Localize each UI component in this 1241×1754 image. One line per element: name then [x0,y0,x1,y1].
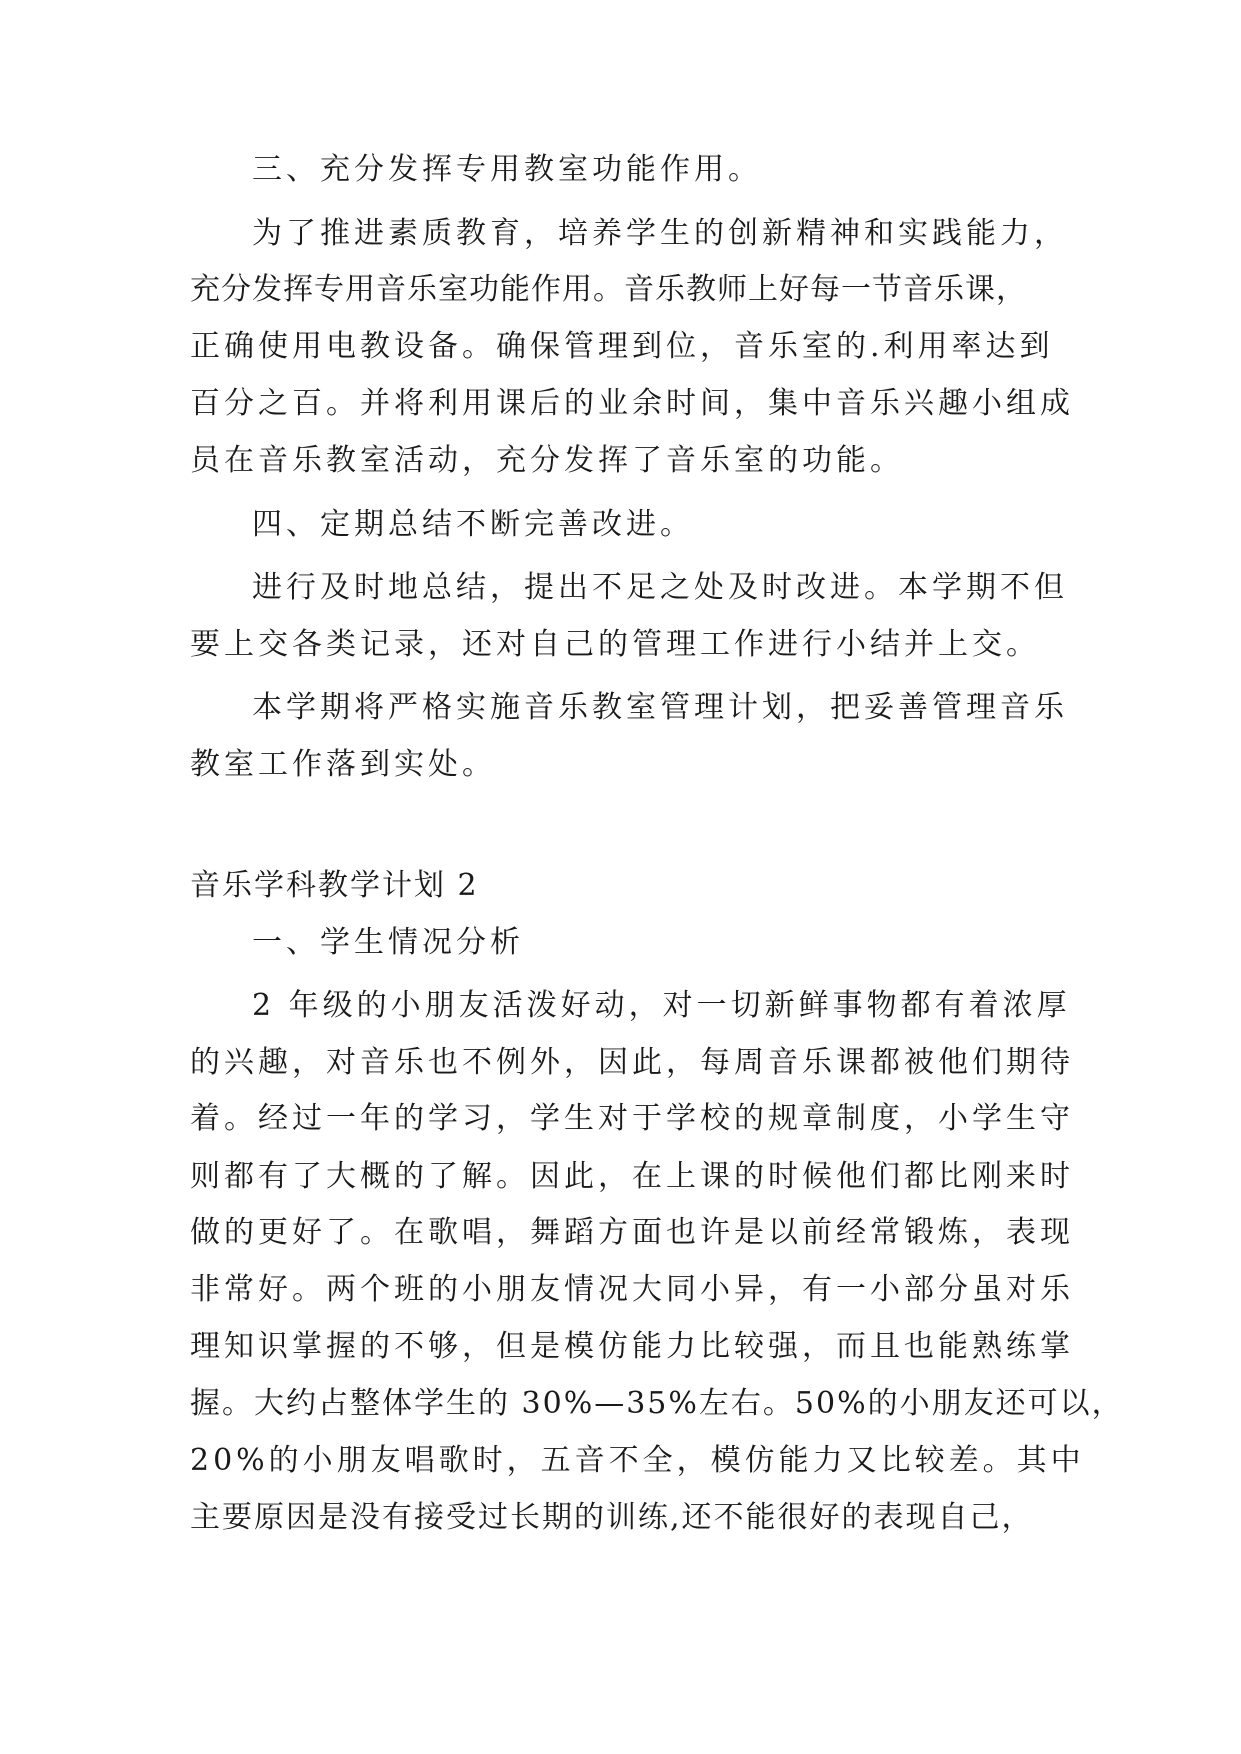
section4-heading: 四、定期总结不断完善改进。 [252,507,694,542]
section4-line-2: 要上交各类记录，还对自己的管理工作进行小结并上交。 [190,627,1040,662]
section4-line-1: 进行及时地总结，提出不足之处及时改进。本学期不但 [252,570,1068,605]
section3-line-1: 为了推进素质教育，培养学生的创新精神和实践能力， [252,216,1068,251]
section3-line-3: 正确使用电教设备。确保管理到位，音乐室的.利用率达到 [190,329,1054,364]
plan2-line-8: 握。大约占整体学生的 30%—35%左右。50%的小朋友还可以， [190,1386,1124,1421]
plan2-line-2: 的兴趣，对音乐也不例外，因此，每周音乐课都被他们期待 [190,1045,1074,1080]
plan2-line-4: 则都有了大概的了解。因此，在上课的时候他们都比刚来时 [190,1159,1074,1194]
section3-line-2: 充分发挥专用音乐室功能作用。音乐教师上好每一节音乐课， [190,272,1027,307]
section3-line-5: 员在音乐教室活动，充分发挥了音乐室的功能。 [190,443,904,478]
section3-line-4: 百分之百。并将利用课后的业余时间，集中音乐兴趣小组成 [190,386,1074,421]
section3-heading: 三、充分发挥专用教室功能作用。 [252,152,762,187]
plan2-line-6: 非常好。两个班的小朋友情况大同小异，有一小部分虽对乐 [190,1272,1074,1307]
plan2-line-5: 做的更好了。在歌唱，舞蹈方面也许是以前经常锻炼，表现 [190,1215,1074,1250]
plan2-line-7: 理知识掌握的不够，但是模仿能力比较强，而且也能熟练掌 [190,1329,1074,1364]
plan2-title: 音乐学科教学计划 2 [190,868,479,903]
closing-line-2: 教室工作落到实处。 [190,747,496,782]
plan2-line-3: 着。经过一年的学习，学生对于学校的规章制度，小学生守 [190,1101,1074,1136]
closing-line-1: 本学期将严格实施音乐教室管理计划，把妥善管理音乐 [252,690,1068,725]
plan2-section1-heading: 一、学生情况分析 [252,925,524,960]
plan2-line-9: 20%的小朋友唱歌时，五音不全，模仿能力又比较差。其中 [190,1443,1085,1478]
plan2-line-10: 主要原因是没有接受过长期的训练,还不能很好的表现自己， [190,1500,1034,1535]
plan2-line-1: 2 年级的小朋友活泼好动，对一切新鲜事物都有着浓厚 [252,988,1071,1023]
